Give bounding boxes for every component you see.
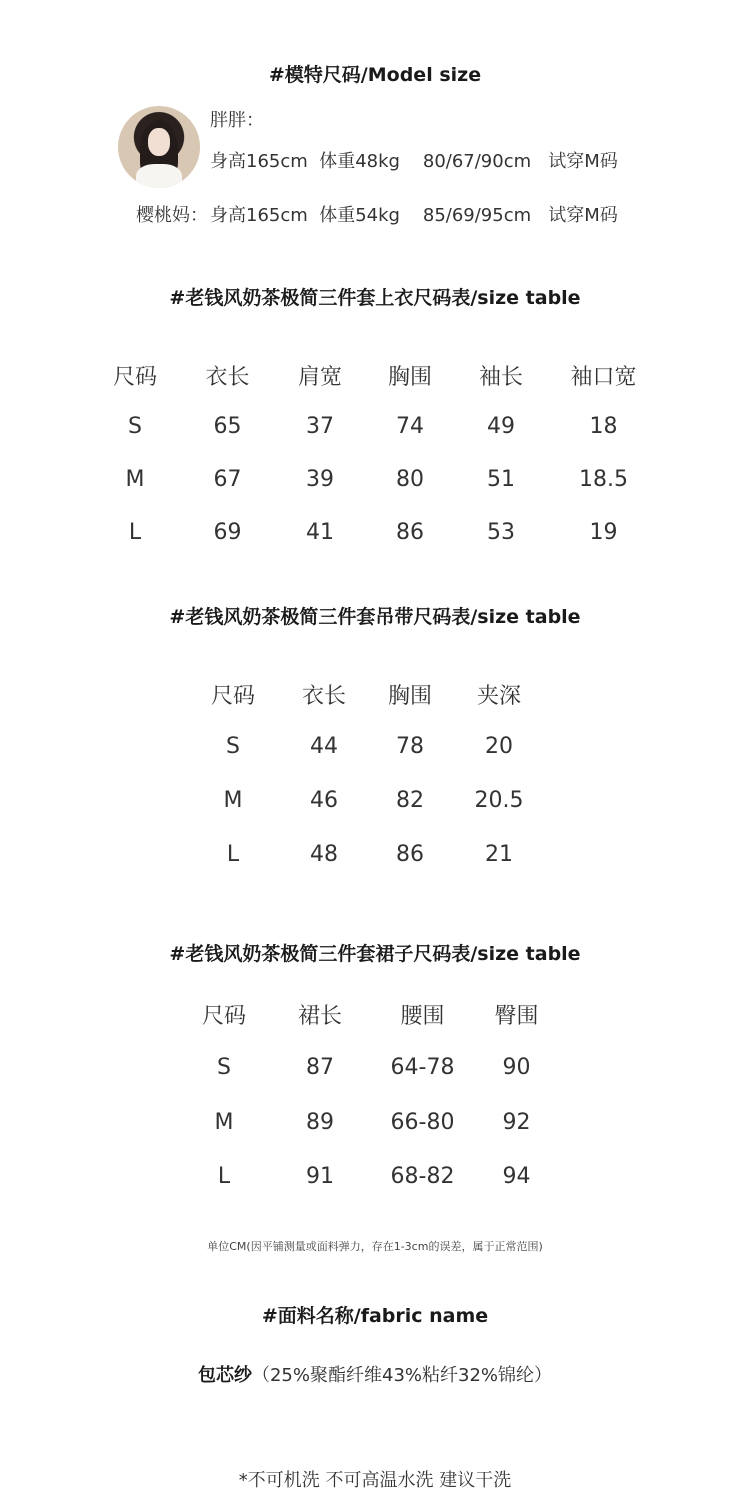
- fabric-name: 包芯纱: [197, 1365, 252, 1386]
- table-cell: 66-80: [390, 1110, 455, 1135]
- care-instructions: *不可机洗 不可高温水洗 建议干洗: [238, 1470, 512, 1491]
- table-cell: L: [226, 841, 240, 867]
- table-row: [188, 774, 548, 826]
- table-row: [90, 398, 660, 454]
- model1-name: 胖胖：: [210, 110, 264, 131]
- table-cell: L: [217, 1163, 231, 1189]
- table-cell: 48: [310, 841, 338, 867]
- model-avatar: [118, 106, 200, 188]
- table-cell: 19: [589, 520, 618, 545]
- table-cell: 49: [487, 413, 515, 439]
- header-cell: 尺码: [210, 683, 255, 709]
- table-cell: 80: [396, 467, 424, 492]
- top-size-table: [90, 352, 660, 560]
- table-cell: 90: [502, 1054, 531, 1080]
- table-cell: 82: [396, 787, 424, 813]
- header-cell: 裙长: [297, 1003, 342, 1029]
- cami-size-table-title: #老钱风奶茶极简三件套吊带尺码表/size table: [169, 606, 581, 628]
- header-cell: 肩宽: [297, 364, 342, 390]
- table-cell: 86: [396, 841, 424, 867]
- header-cell: 尺码: [201, 1003, 246, 1029]
- table-cell: 74: [396, 413, 424, 439]
- table-cell: 20: [485, 733, 513, 759]
- table-cell: 68-82: [390, 1163, 455, 1189]
- header-cell: 袖口宽: [570, 364, 637, 390]
- table-row: [188, 718, 548, 774]
- table-cell: 94: [502, 1163, 531, 1189]
- table-cell: 65: [213, 413, 242, 439]
- table-header-row: [90, 352, 660, 398]
- fabric-composition: （25%聚酯纤维43%粘纤32%锦纶）: [251, 1365, 553, 1386]
- table-cell: M: [214, 1110, 234, 1135]
- table-cell: L: [128, 520, 142, 545]
- header-cell: 尺码: [112, 364, 157, 390]
- table-cell: 67: [213, 467, 242, 492]
- fabric-title: #面料名称/fabric name: [261, 1305, 489, 1327]
- table-cell: 46: [310, 787, 338, 813]
- top-size-table-title: #老钱风奶茶极简三件套上衣尺码表/size table: [169, 287, 581, 309]
- header-cell: 衣长: [205, 364, 250, 390]
- table-cell: S: [128, 413, 142, 439]
- table-cell: 39: [306, 467, 334, 492]
- header-cell: 腰围: [400, 1003, 445, 1029]
- skirt-size-table-title: #老钱风奶茶极简三件套裙子尺码表/size table: [169, 943, 581, 965]
- table-cell: 64-78: [390, 1054, 455, 1080]
- table-cell: 86: [396, 520, 424, 545]
- header-cell: 臀围: [494, 1003, 539, 1029]
- table-cell: 91: [306, 1163, 334, 1189]
- table-cell: 87: [306, 1054, 334, 1080]
- model2-stats: 身高165cm 体重54kg 85/69/95cm 试穿M码: [210, 205, 618, 226]
- table-cell: 18: [589, 413, 618, 439]
- table-cell: 21: [485, 841, 513, 867]
- header-cell: 袖长: [478, 364, 523, 390]
- table-cell: S: [217, 1054, 231, 1080]
- table-cell: 44: [310, 733, 338, 759]
- measurement-note: 单位CM(因平铺测量或面料弹力，存在1-3cm的误差，属于正常范围): [207, 1240, 543, 1253]
- table-row: [178, 1038, 558, 1096]
- table-cell: 53: [487, 520, 515, 545]
- fabric-line: [0, 1361, 750, 1387]
- table-cell: 37: [306, 413, 334, 439]
- header-cell: 夹深: [476, 683, 521, 709]
- model2-name: 樱桃妈：: [136, 205, 208, 226]
- skirt-size-table: [178, 990, 558, 1203]
- table-row: [188, 826, 548, 882]
- table-cell: 78: [396, 733, 424, 759]
- table-row: [90, 505, 660, 560]
- table-cell: M: [223, 787, 243, 813]
- cami-size-table: [188, 670, 548, 882]
- table-cell: 18.5: [579, 467, 628, 492]
- table-cell: S: [226, 733, 240, 759]
- table-cell: M: [125, 467, 145, 492]
- table-row: [90, 454, 660, 505]
- table-row: [178, 1149, 558, 1203]
- model1-stats: 身高165cm 体重48kg 80/67/90cm 试穿M码: [210, 151, 618, 172]
- table-cell: 92: [502, 1110, 531, 1135]
- table-header-row: [178, 990, 558, 1038]
- table-cell: 20.5: [474, 787, 524, 813]
- table-cell: 41: [306, 520, 334, 545]
- table-cell: 89: [306, 1110, 334, 1135]
- model-size-title: #模特尺码/Model size: [268, 64, 482, 86]
- table-cell: 51: [487, 467, 515, 492]
- header-cell: 胸围: [387, 683, 432, 709]
- table-row: [178, 1096, 558, 1149]
- header-cell: 衣长: [301, 683, 346, 709]
- header-cell: 胸围: [387, 364, 432, 390]
- table-cell: 69: [213, 520, 242, 545]
- table-header-row: [188, 670, 548, 718]
